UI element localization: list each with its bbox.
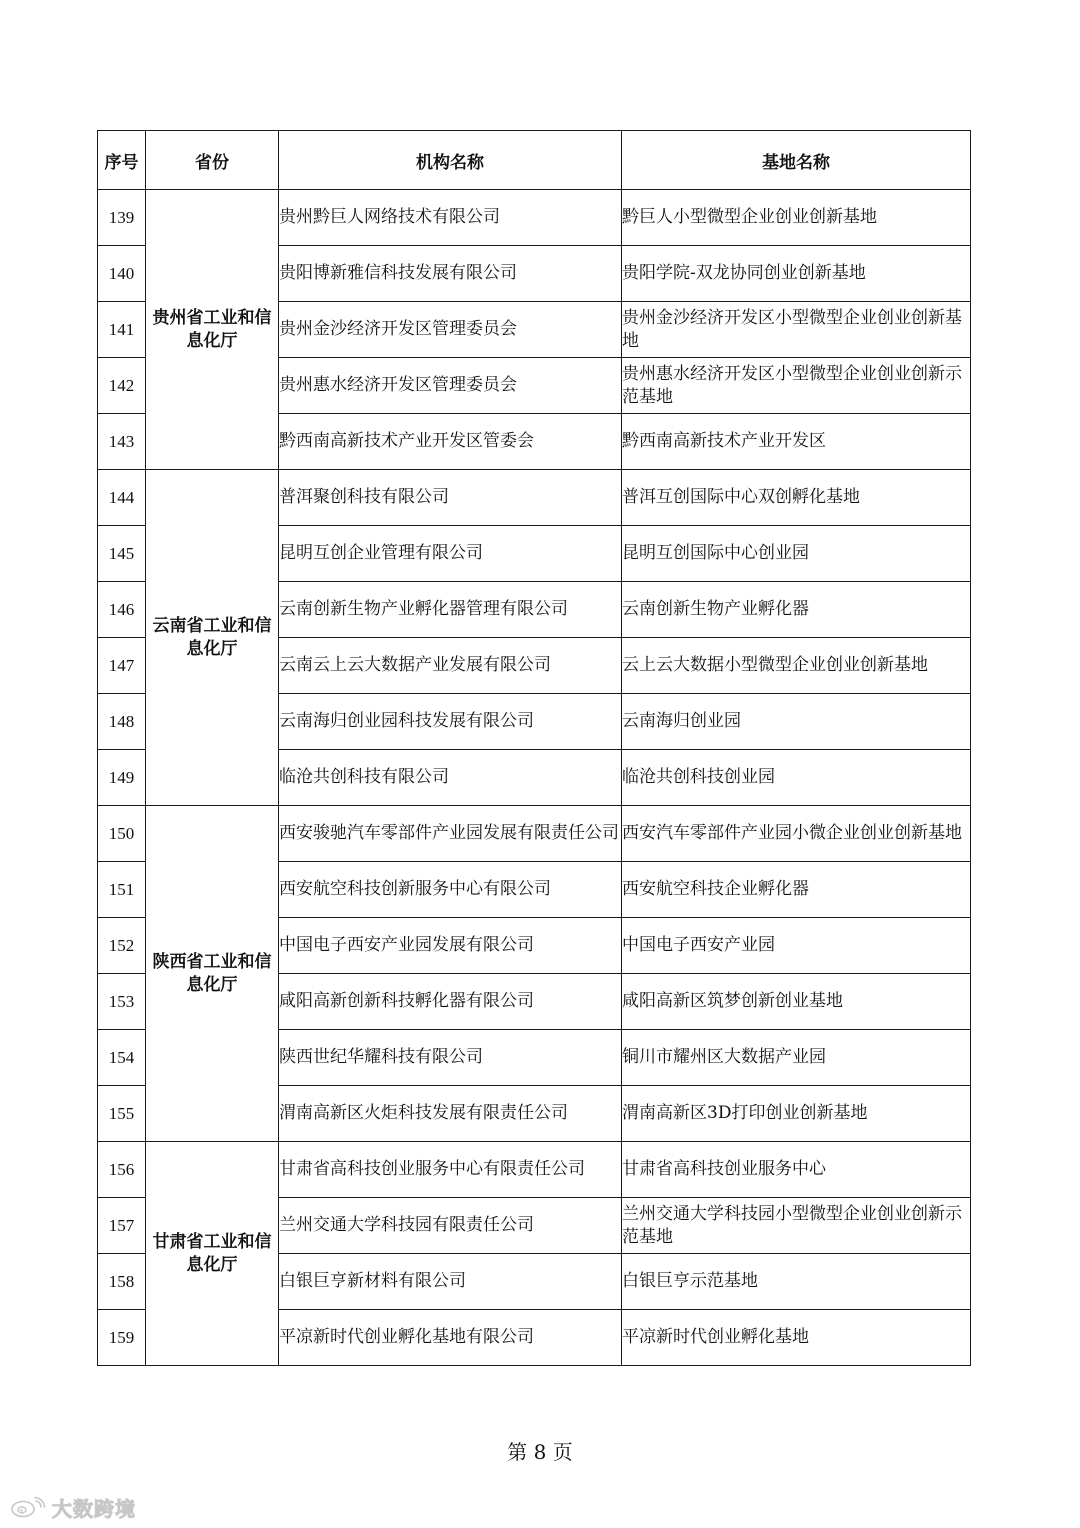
org-name-cell: 云南创新生物产业孵化器管理有限公司: [279, 582, 622, 638]
province-cell: 陕西省工业和信息化厅: [146, 806, 279, 1142]
org-name-cell: 临沧共创科技有限公司: [279, 750, 622, 806]
table-header-row: [98, 131, 971, 190]
org-name-cell: 普洱聚创科技有限公司: [279, 470, 622, 526]
seq-cell: 152: [98, 918, 146, 974]
base-name-cell: 临沧共创科技创业园: [622, 750, 971, 806]
org-name-cell: 中国电子西安产业园发展有限公司: [279, 918, 622, 974]
org-name-cell: 贵州金沙经济开发区管理委员会: [279, 302, 622, 358]
seq-cell: 143: [98, 414, 146, 470]
province-cell: 云南省工业和信息化厅: [146, 470, 279, 806]
table-row: [98, 190, 971, 246]
table-row: [98, 1142, 971, 1198]
org-name-cell: 贵州惠水经济开发区管理委员会: [279, 358, 622, 414]
base-name-cell: 铜川市耀州区大数据产业园: [622, 1030, 971, 1086]
watermark-text: 大数跨境: [52, 1496, 136, 1521]
base-name-cell: 昆明互创国际中心创业园: [622, 526, 971, 582]
seq-cell: 150: [98, 806, 146, 862]
base-name-cell: 黔西南高新技术产业开发区: [622, 414, 971, 470]
base-name-cell: 云上云大数据小型微型企业创业创新基地: [622, 638, 971, 694]
seq-cell: 141: [98, 302, 146, 358]
seq-cell: 147: [98, 638, 146, 694]
org-name-cell: 昆明互创企业管理有限公司: [279, 526, 622, 582]
seq-cell: 155: [98, 1086, 146, 1142]
seq-cell: 156: [98, 1142, 146, 1198]
base-name-cell: 兰州交通大学科技园小型微型企业创业创新示范基地: [622, 1198, 971, 1254]
province-cell: 甘肃省工业和信息化厅: [146, 1142, 279, 1366]
watermark: [10, 1493, 136, 1521]
table-row: [98, 470, 971, 526]
seq-cell: 148: [98, 694, 146, 750]
org-name-cell: 贵州黔巨人网络技术有限公司: [279, 190, 622, 246]
province-cell: 贵州省工业和信息化厅: [146, 190, 279, 470]
header-base: 基地名称: [622, 131, 971, 190]
seq-cell: 151: [98, 862, 146, 918]
header-org: 机构名称: [279, 131, 622, 190]
base-name-cell: 渭南高新区3D打印创业创新基地: [622, 1086, 971, 1142]
seq-cell: 145: [98, 526, 146, 582]
seq-cell: 154: [98, 1030, 146, 1086]
seq-cell: 139: [98, 190, 146, 246]
seq-cell: 149: [98, 750, 146, 806]
base-name-cell: 普洱互创国际中心双创孵化基地: [622, 470, 971, 526]
table-body: [98, 190, 971, 1366]
base-name-cell: 西安航空科技企业孵化器: [622, 862, 971, 918]
org-name-cell: 平凉新时代创业孵化基地有限公司: [279, 1310, 622, 1366]
seq-cell: 157: [98, 1198, 146, 1254]
page-number: 第 8 页: [507, 1440, 573, 1464]
base-name-cell: 白银巨亨示范基地: [622, 1254, 971, 1310]
base-list-table: [97, 130, 971, 1366]
base-name-cell: 咸阳高新区筑梦创新创业基地: [622, 974, 971, 1030]
org-name-cell: 甘肃省高科技创业服务中心有限责任公司: [279, 1142, 622, 1198]
table-row: [98, 806, 971, 862]
seq-cell: 146: [98, 582, 146, 638]
seq-cell: 140: [98, 246, 146, 302]
org-name-cell: 贵阳博新雅信科技发展有限公司: [279, 246, 622, 302]
seq-cell: 142: [98, 358, 146, 414]
org-name-cell: 兰州交通大学科技园有限责任公司: [279, 1198, 622, 1254]
base-name-cell: 西安汽车零部件产业园小微企业创业创新基地: [622, 806, 971, 862]
weibo-logo-icon: [10, 1496, 46, 1518]
base-name-cell: 平凉新时代创业孵化基地: [622, 1310, 971, 1366]
base-name-cell: 贵州惠水经济开发区小型微型企业创业创新示范基地: [622, 358, 971, 414]
base-name-cell: 贵州金沙经济开发区小型微型企业创业创新基地: [622, 302, 971, 358]
org-name-cell: 黔西南高新技术产业开发区管委会: [279, 414, 622, 470]
base-name-cell: 中国电子西安产业园: [622, 918, 971, 974]
seq-cell: 153: [98, 974, 146, 1030]
org-name-cell: 陕西世纪华耀科技有限公司: [279, 1030, 622, 1086]
org-name-cell: 云南海归创业园科技发展有限公司: [279, 694, 622, 750]
seq-cell: 159: [98, 1310, 146, 1366]
base-name-cell: 云南海归创业园: [622, 694, 971, 750]
header-province: 省份: [146, 131, 279, 190]
org-name-cell: 渭南高新区火炬科技发展有限责任公司: [279, 1086, 622, 1142]
base-name-cell: 云南创新生物产业孵化器: [622, 582, 971, 638]
base-name-cell: 贵阳学院-双龙协同创业创新基地: [622, 246, 971, 302]
org-name-cell: 西安骏驰汽车零部件产业园发展有限责任公司: [279, 806, 622, 862]
org-name-cell: 云南云上云大数据产业发展有限公司: [279, 638, 622, 694]
base-name-cell: 黔巨人小型微型企业创业创新基地: [622, 190, 971, 246]
header-seq: 序号: [98, 131, 146, 190]
table-header: [98, 131, 971, 190]
base-name-cell: 甘肃省高科技创业服务中心: [622, 1142, 971, 1198]
seq-cell: 144: [98, 470, 146, 526]
org-name-cell: 西安航空科技创新服务中心有限公司: [279, 862, 622, 918]
org-name-cell: 咸阳高新创新科技孵化器有限公司: [279, 974, 622, 1030]
seq-cell: 158: [98, 1254, 146, 1310]
org-name-cell: 白银巨亨新材料有限公司: [279, 1254, 622, 1310]
